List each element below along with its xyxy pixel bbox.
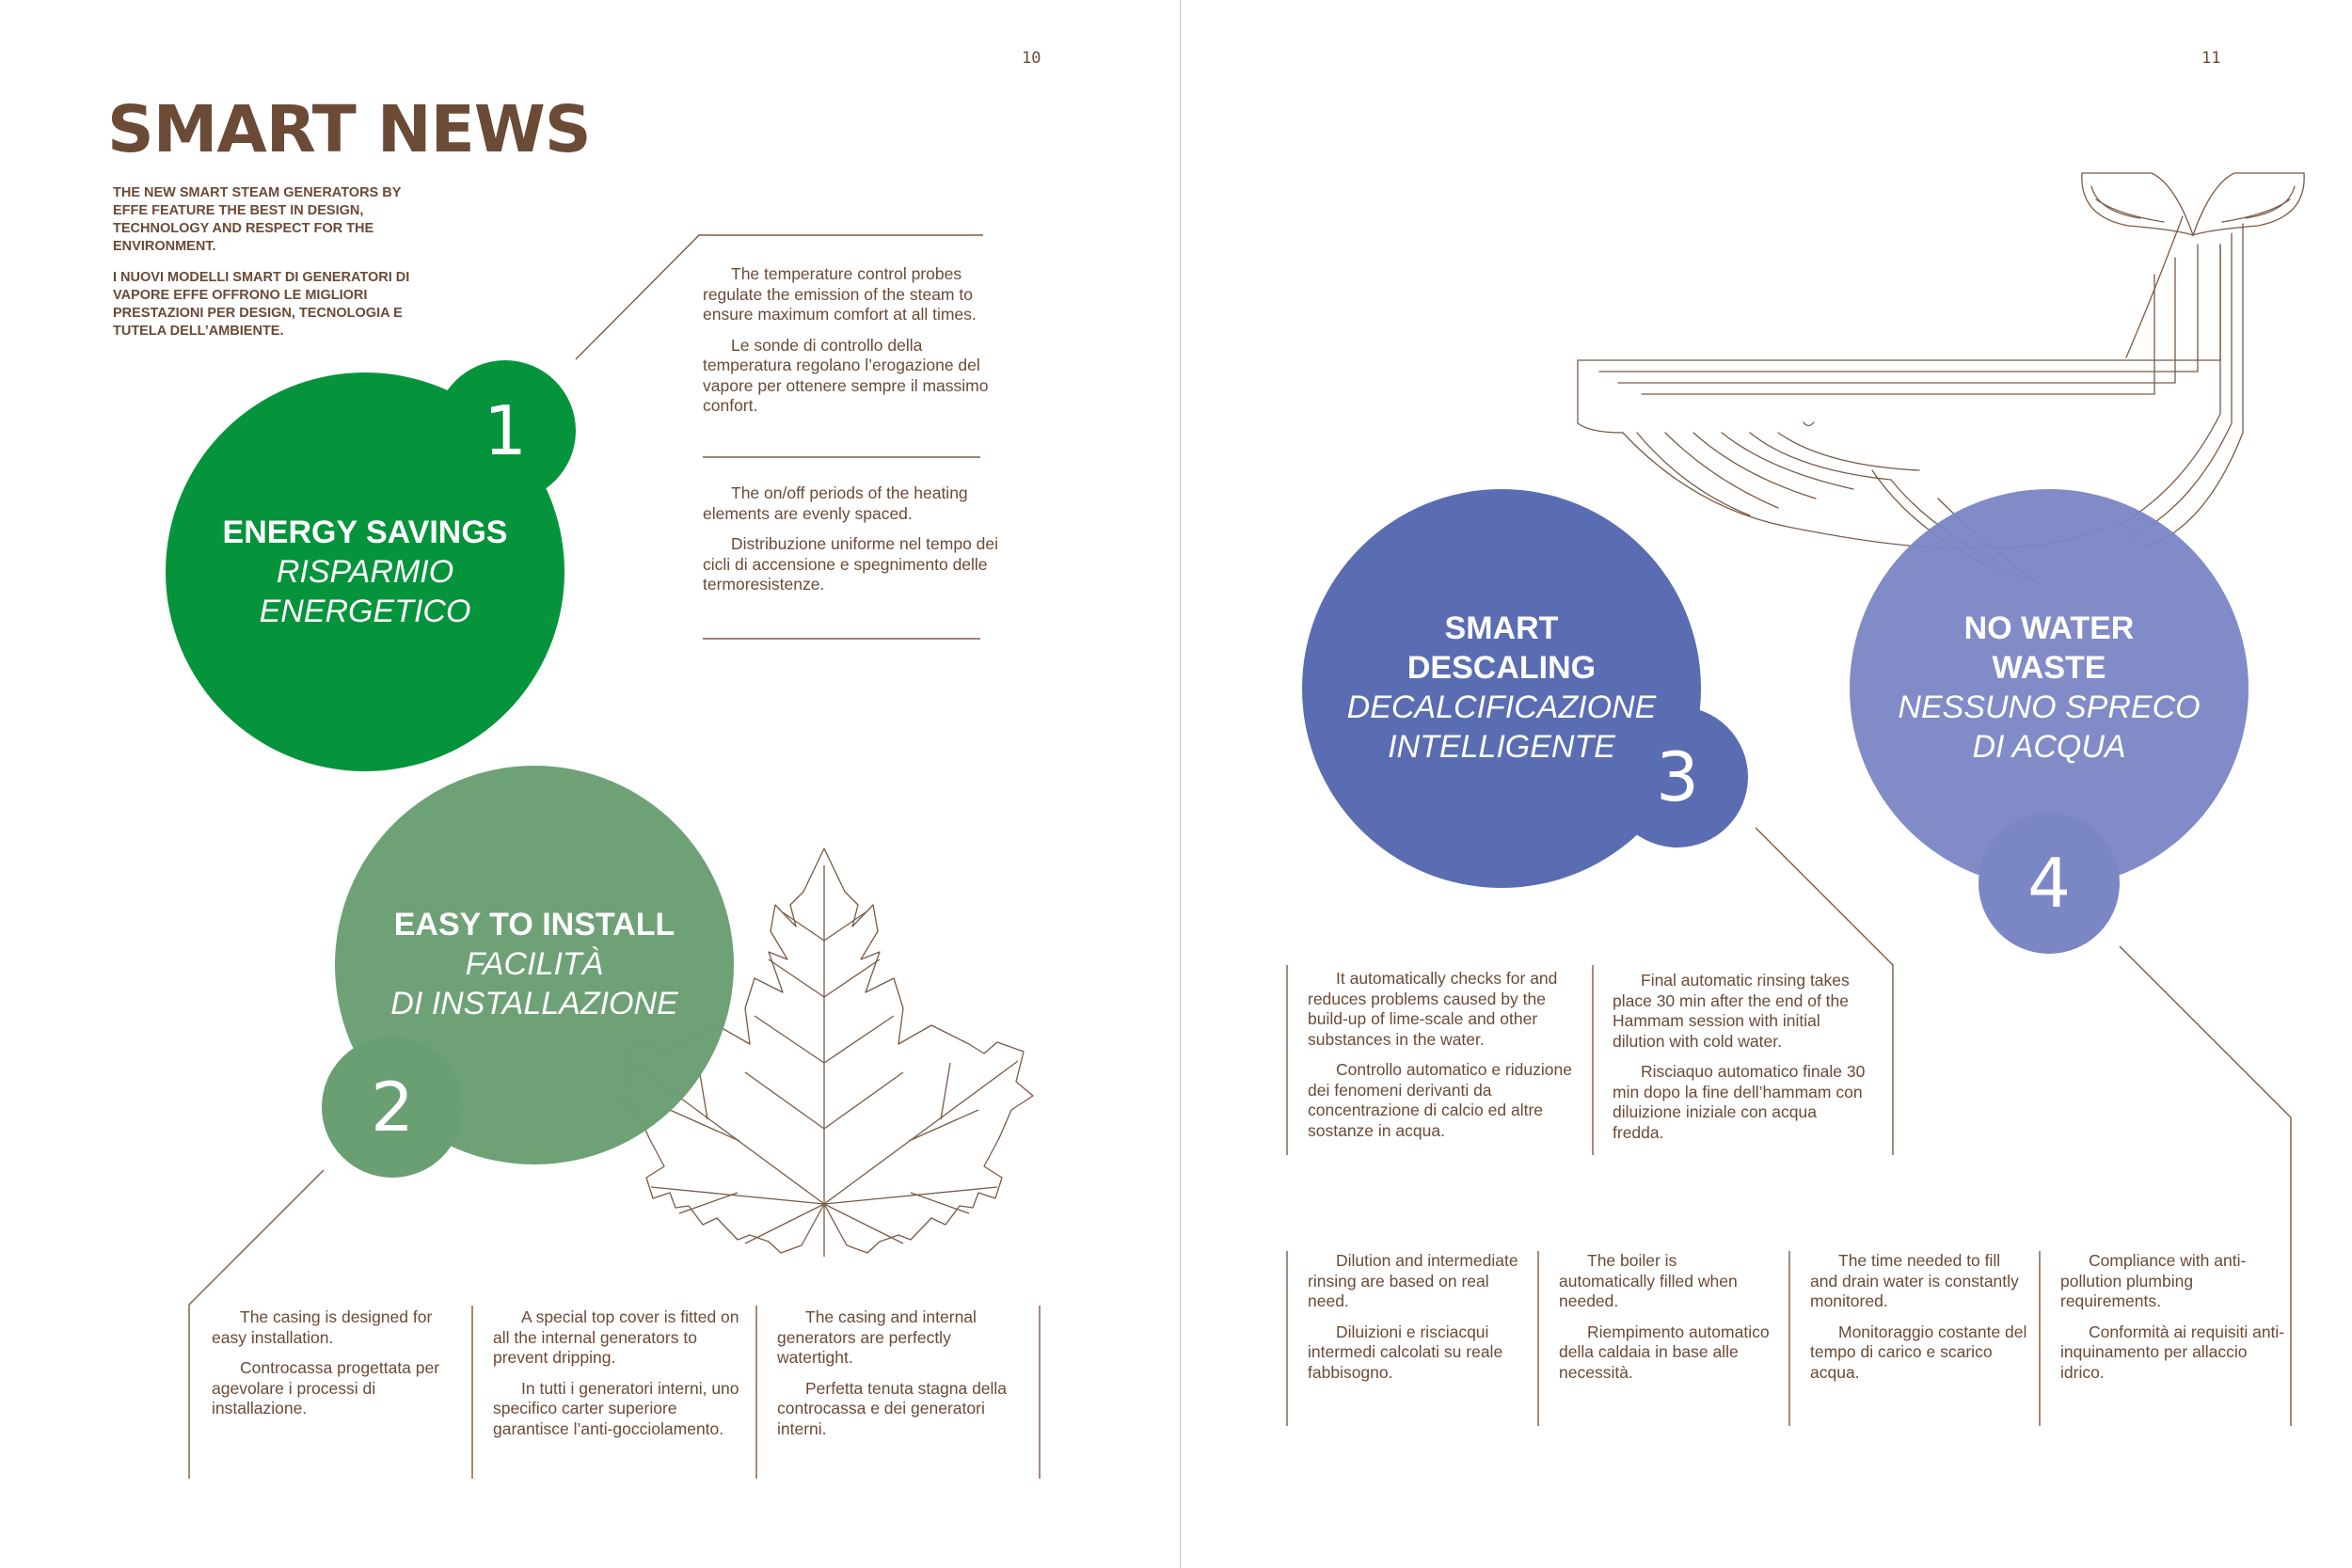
feature4-note-1: [1308, 1251, 1526, 1393]
feature1-note-1-en: The temperature control probes regulate the emission of the steam to ensure maximum comfort at all times.: [703, 264, 977, 324]
feature3-title-en-2: DESCALING: [1406, 650, 1597, 686]
feature4-title-it-2: DI ACQUA: [1972, 729, 2126, 765]
feature2-note-1-it: Controcassa progettata per agevolare i processi di installazione.: [212, 1358, 440, 1418]
feature2-title-it-1: FACILITÀ: [465, 946, 604, 982]
feature3-title-en-1: SMART: [1444, 610, 1559, 646]
feature1-note-1: [703, 264, 1004, 427]
feature3-note-1: [1308, 969, 1581, 1151]
feature3-note-2-it: Risciaquo automatico finale 30 min dopo la fine dell’hammam con diluizione iniziale con acqua fredda.: [1613, 1062, 1866, 1142]
feature3-note-1-en: It automatically checks for and reduces problems caused by the build-up of lime-scale and other substances in the water.: [1308, 969, 1558, 1049]
feature2-note-2-en: A special top cover is fitted on all the internal generators to prevent dripping.: [493, 1307, 739, 1367]
feature3-number: 3: [1656, 737, 1699, 816]
feature2-title-it-2: DI INSTALLAZIONE: [390, 986, 678, 1022]
page-title: SMART NEWS: [107, 92, 591, 167]
feature2-note-2-it: In tutti i generatori interni, uno specifico carter superiore garantisce l’anti-gocciolamento.: [493, 1378, 739, 1438]
feature4-note-1-en: Dilution and intermediate rinsing are based on real need.: [1308, 1251, 1518, 1310]
feature4-title-en-1: NO WATER: [1963, 610, 2135, 646]
feature4-note-4-it: Conformità ai requisiti anti-inquinamento per allaccio idrico.: [2060, 1322, 2285, 1382]
intro-italian: I NUOVI MODELLI SMART DI GENERATORI DI VAPORE EFFE OFFRONO LE MIGLIORI PRESTAZIONI PER DESIGN, TECNOLOGIA E TUTELA DELL’AMBIENTE.: [113, 270, 410, 339]
feature1-note-1-it: Le sonde di controllo della temperatura regolano l’erogazione del vapore per ottenere sempre il massimo confort.: [703, 335, 989, 415]
feature3-note-2-en: Final automatic rinsing takes place 30 min after the end of the Hammam session with initial dilution with cold water.: [1613, 971, 1850, 1051]
feature2-title-en: EASY TO INSTALL: [393, 907, 675, 942]
feature2-note-1-en: The casing is designed for easy installation.: [212, 1307, 433, 1347]
feature1-note-2-en: The on/off periods of the heating elements are evenly spaced.: [703, 483, 968, 523]
feature2-note-3: [777, 1307, 1024, 1449]
feature3-title-it-1: DECALCIFICAZIONE: [1346, 689, 1657, 725]
feature4-note-4: [2060, 1251, 2286, 1393]
feature4-note-3-en: The time needed to fill and drain water is constantly monitored.: [1810, 1251, 2019, 1310]
feature2-note-3-it: Perfetta tenuta stagna della controcassa e dei generatori interni.: [777, 1378, 1008, 1438]
feature2-note-1: [212, 1307, 458, 1430]
feature4-note-3: [1810, 1251, 2028, 1393]
intro-english: THE NEW SMART STEAM GENERATORS BY EFFE FEATURE THE BEST IN DESIGN, TECHNOLOGY AND RESPECT FOR THE ENVIRONMENT.: [113, 185, 402, 254]
feature4-note-1-it: Diluizioni e risciacqui intermedi calcolati su reale fabbisogno.: [1308, 1322, 1503, 1382]
feature4-note-2-en: The boiler is automatically filled when needed.: [1559, 1251, 1738, 1310]
feature1-title-en: ENERGY SAVINGS: [222, 515, 508, 550]
feature1-note-2-it: Distribuzione uniforme nel tempo dei cicli di accensione e spegnimento delle termoresistenze.: [703, 534, 999, 594]
feature4-note-2: [1559, 1251, 1777, 1393]
feature2-note-2: [493, 1307, 739, 1449]
feature4-title-en-2: WASTE: [1992, 650, 2106, 686]
feature1-title: [166, 513, 564, 631]
feature4-title-it-1: NESSUNO SPRECO: [1898, 689, 2201, 725]
feature1-note-2: [703, 483, 1013, 606]
feature4-note-4-en: Compliance with anti-pollution plumbing requirements.: [2060, 1251, 2247, 1310]
feature4-note-2-it: Riempimento automatico della caldaia in base alle necessità.: [1559, 1322, 1770, 1382]
feature2-number: 2: [371, 1068, 414, 1147]
feature3-title: [1302, 609, 1701, 767]
page-number-left: 10: [1022, 49, 1041, 68]
feature3-note-2: [1613, 971, 1867, 1153]
page-number-right: 11: [2201, 49, 2221, 68]
feature4-note-3-it: Monitoraggio costante del tempo di carico e scarico acqua.: [1810, 1322, 2027, 1382]
feature1-number: 1: [484, 391, 527, 470]
feature4-number: 4: [2027, 844, 2071, 923]
feature4-title: [1850, 609, 2249, 767]
feature1-title-it-2: ENERGETICO: [259, 594, 471, 629]
feature3-title-it-2: INTELLIGENTE: [1388, 729, 1615, 765]
feature1-title-it-1: RISPARMIO: [276, 554, 454, 590]
feature2-title: [335, 905, 734, 1023]
feature2-note-3-en: The casing and internal generators are perfectly watertight.: [777, 1307, 977, 1367]
feature3-note-1-it: Controllo automatico e riduzione dei fenomeni derivanti da concentrazione di calcio ed altre sostanze in acqua.: [1308, 1060, 1572, 1140]
